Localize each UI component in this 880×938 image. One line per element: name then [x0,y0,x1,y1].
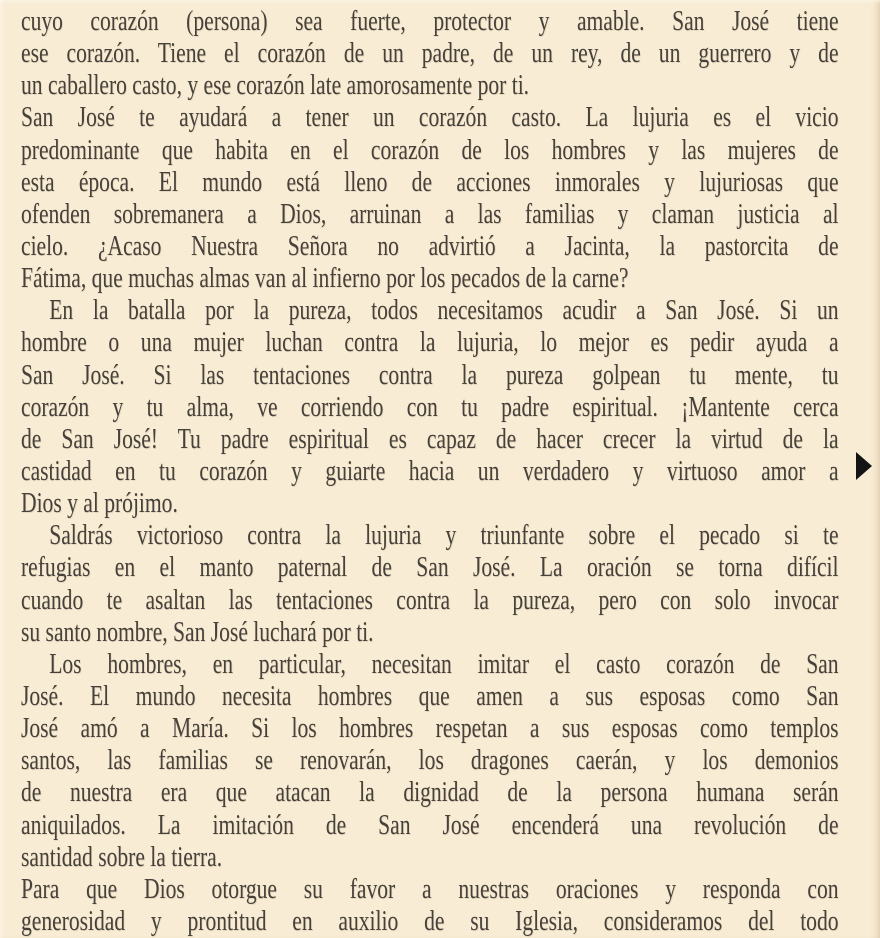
text-line: un caballero casto, y ese corazón late amorosamente por ti. [21,69,530,102]
text-line: su santo nombre, San José luchará por ti. [21,615,374,648]
text-line: de nuestra era que atacan la dignidad de la persona humana serán [21,776,839,809]
text-line: santos, las familias se renovarán, los dragones caerán, y los demonios [21,744,839,777]
text-line: Los hombres, en particular, necesitan imitar el casto corazón de San [49,647,839,680]
text-line: corazón y tu alma, ve corriendo con tu padre espiritual. ¡Mantente cerca [21,390,839,423]
text-line: José amó a María. Si los hombres respetan a sus esposas como templos [21,712,839,745]
text-line: ese corazón. Tiene el corazón de un padre, de un rey, de un guerrero y de [21,37,839,70]
text-line: esta época. El mundo está lleno de acciones inmorales y lujuriosas que [21,165,839,198]
text-line: aniquilados. La imitación de San José encenderá una revolución de [21,808,839,841]
text-line: Para que Dios otorgue su favor a nuestras oraciones y responda con [21,872,839,905]
next-page-button[interactable] [854,450,874,482]
next-page-arrow-icon [856,452,872,480]
text-line: castidad en tu corazón y guiarte hacia un verdadero y virtuoso amor a [21,454,839,487]
text-line: Dios y al prójimo. [21,487,178,520]
text-line: hombre o una mujer luchan contra la lujuria, lo mejor es pedir ayuda a [21,326,839,359]
text-line: Saldrás victorioso contra la lujuria y triunfante sobre el pecado si te [49,519,839,552]
text-line: cuyo corazón (persona) sea fuerte, protector y amable. San José tiene [21,5,839,37]
text-line: predominante que habita en el corazón de los hombres y las mujeres de [21,133,839,166]
text-line: generosidad y prontitud en auxilio de su Iglesia, consideramos del todo [21,904,839,937]
text-line: En la batalla por la pureza, todos necesitamos acudir a San José. Si un [49,294,839,327]
text-line: santidad sobre la tierra. [21,840,223,873]
text-line: de San José! Tu padre espiritual es capaz de hacer crecer la virtud de la [21,422,839,455]
text-line: cuando te asaltan las tentaciones contra la pureza, pero con solo invocar [21,583,839,616]
text-line: refugias en el manto paternal de San José. La oración se torna difícil [21,551,839,584]
text-line: cielo. ¿Acaso Nuestra Señora no advirtió a Jacinta, la pastorcita de [21,229,839,262]
page-text [21,5,839,937]
text-line: San José. Si las tentaciones contra la pureza golpean tu mente, tu [21,358,839,391]
text-line: ofenden sobremanera a Dios, arruinan a las familias y claman justicia al [21,197,839,230]
text-line: Fátima, que muchas almas van al infierno por los pecados de la carne? [21,262,629,295]
text-line: San José te ayudará a tener un corazón casto. La lujuria es el vicio [21,101,839,134]
text-line: José. El mundo necesita hombres que amen a sus esposas como San [21,679,839,712]
